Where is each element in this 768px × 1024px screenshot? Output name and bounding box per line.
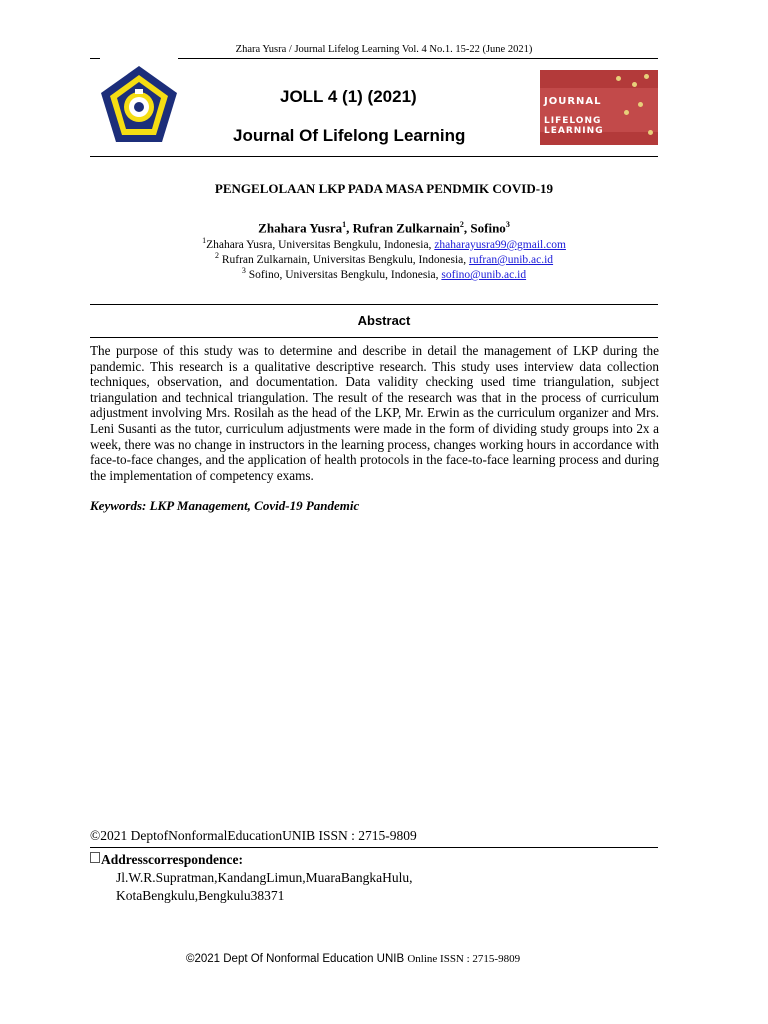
- affiliation-sup: 3: [241, 266, 246, 275]
- footer-copyright: ©2021 Dept Of Nonformal Education UNIB: [186, 953, 408, 965]
- affiliation-line: [0, 236, 768, 251]
- author-sup: 1: [342, 220, 347, 229]
- affiliation-sup: 1: [202, 236, 207, 245]
- cover-text-lifelong: LIFELONG LEARNING: [544, 116, 604, 136]
- header-left-tick: [90, 58, 100, 59]
- author-sup: 3: [505, 220, 510, 229]
- header-top-rule: [178, 58, 658, 59]
- footer-issn: Online ISSN : 2715-9809: [407, 953, 521, 965]
- affiliation-text: Zhahara Yusra, Universitas Bengkulu, Indonesia,: [206, 238, 435, 251]
- affiliation-text: Sofino, Universitas Bengkulu, Indonesia,: [245, 268, 442, 281]
- author-email-link[interactable]: zhaharayusra99@gmail.com: [434, 238, 566, 251]
- keywords: Keywords: LKP Management, Covid-19 Pandemic: [90, 498, 360, 513]
- address-line-1: Jl.W.R.Supratman,KandangLimun,MuaraBangkaHulu,: [116, 870, 413, 885]
- page-footer: [186, 953, 520, 965]
- checkbox-glyph-icon: [90, 852, 100, 863]
- address-heading-text: Addresscorrespondence:: [101, 852, 243, 867]
- affiliation-line: [0, 266, 768, 281]
- affiliation-text: Rufran Zulkarnain, Universitas Bengkulu, Indonesia,: [218, 253, 470, 266]
- affiliation-line: [0, 251, 768, 266]
- author-list: Zhahara Yusra$^1$, Rufran Zulkarnain$^2$, Sofino$^3$: [258, 220, 510, 236]
- author-name: Rufran Zulkarnain: [352, 220, 460, 236]
- address-heading: [90, 852, 243, 868]
- abstract-text: The purpose of this study was to determine and describe in detail the management of LKP during the pandemic. This research is a qualitative descriptive research. This study uses interview data collection techniques, observation, and documentation. Data validity checking used time triangulation, subject triangulation and technical triangulation. The result of the research was that in the process of curriculum adjustment involving Mrs. Rosilah as the head of the LKP, Mr. Erwin as the curriculum organizer and Mrs. Leni Susanti as the tutor, curriculum adjustments were made in the form of dividing study groups into 2x a week, there was no change in instructors in the learning process, changes working hours in accordance with face-to-face changes, and the application of health protocols in the face-to-face learning process and during the implementation of competency exams.: [90, 343, 659, 483]
- author-sup: 2: [459, 220, 464, 229]
- affiliation-sup: 2: [214, 251, 219, 260]
- journal-volume: JOLL 4 (1) (2021): [280, 87, 417, 106]
- footnote-rule: [90, 847, 658, 848]
- copyright-note: ©2021 DeptofNonformalEducationUNIB ISSN : 2715-9809: [90, 828, 417, 843]
- journal-cover-image: [540, 70, 658, 145]
- cover-text-journal: JOURNAL: [544, 96, 602, 107]
- header-bottom-rule: [90, 156, 658, 157]
- paper-title: PENGELOLAAN LKP PADA MASA PENDMIK COVID-19: [214, 181, 554, 196]
- abstract-bottom-rule: [90, 337, 658, 338]
- address-line-2: KotaBengkulu,Bengkulu38371: [116, 888, 285, 903]
- running-header: Zhara Yusra / Journal Lifelog Learning Vol. 4 No.1. 15-22 (June 2021): [235, 44, 533, 55]
- author-name: Zhahara Yusra: [258, 220, 343, 236]
- university-logo: [98, 63, 180, 147]
- journal-name: Journal Of Lifelong Learning: [233, 126, 466, 145]
- author-email-link[interactable]: sofino@unib.ac.id: [441, 268, 527, 281]
- author-email-link[interactable]: rufran@unib.ac.id: [469, 253, 554, 266]
- abstract-top-rule: [90, 304, 658, 305]
- author-name: Sofino: [470, 220, 506, 236]
- abstract-heading: Abstract: [357, 313, 411, 328]
